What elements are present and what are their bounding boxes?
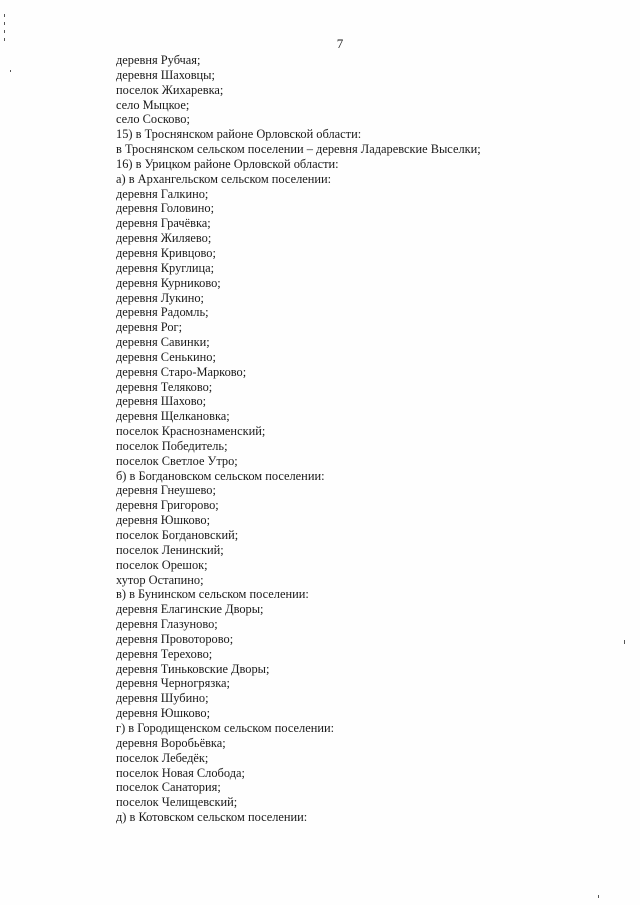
- text-line: деревня Кривцово;: [116, 245, 216, 260]
- text-line: поселок Светлое Утро;: [116, 453, 238, 468]
- text-line: хутор Остапино;: [116, 572, 204, 587]
- text-line: поселок Ленинский;: [116, 542, 224, 557]
- text-line: поселок Новая Слобода;: [116, 765, 245, 780]
- text-line: 16) в Урицком районе Орловской области:: [116, 156, 339, 171]
- text-line: деревня Рубчая;: [116, 53, 201, 67]
- text-line: деревня Гнеушево;: [116, 483, 216, 498]
- text-line: деревня Глазуново;: [116, 617, 218, 632]
- text-line: деревня Жиляево;: [116, 231, 212, 246]
- text-line: г) в Городищенском сельском поселении:: [116, 720, 335, 735]
- text-line: деревня Теляково;: [116, 379, 213, 394]
- text-line: деревня Шаховцы;: [116, 67, 215, 82]
- text-line: деревня Лукино;: [116, 290, 204, 305]
- text-line: 15) в Троснянском районе Орловской области:: [116, 127, 362, 142]
- text-line: д) в Котовском сельском поселении:: [116, 810, 308, 825]
- text-line: деревня Савинки;: [116, 335, 210, 350]
- document-body: [116, 53, 616, 825]
- text-line: поселок Орешок;: [116, 557, 208, 572]
- scan-artifact: [4, 22, 5, 25]
- scan-artifact: [598, 895, 599, 898]
- scan-artifact: [4, 30, 5, 33]
- text-line: деревня Шахово;: [116, 394, 207, 409]
- text-line: поселок Краснознаменский;: [116, 424, 266, 439]
- text-line: деревня Григорово;: [116, 498, 219, 513]
- text-line: деревня Юшково;: [116, 706, 211, 721]
- text-line: деревня Черногрязка;: [116, 676, 230, 691]
- text-line: деревня Старо-Марково;: [116, 364, 247, 379]
- text-line: деревня Радомль;: [116, 305, 209, 320]
- text-line: поселок Богдановский;: [116, 528, 239, 542]
- text-line: деревня Воробьёвка;: [116, 735, 226, 750]
- text-line: поселок Жихаревка;: [116, 82, 224, 97]
- text-line: деревня Тиньковские Дворы;: [116, 661, 270, 676]
- text-line: деревня Терехово;: [116, 646, 213, 661]
- text-line: деревня Шубино;: [116, 691, 209, 706]
- text-line: село Мыцкое;: [116, 97, 190, 112]
- text-line: а) в Архангельском сельском поселении:: [116, 171, 332, 186]
- text-line: деревня Грачёвка;: [116, 216, 211, 231]
- text-line: деревня Щелкановка;: [116, 409, 230, 424]
- text-line: поселок Челищевский;: [116, 795, 238, 810]
- text-line: деревня Головино;: [116, 201, 215, 216]
- text-line: село Сосково;: [116, 112, 190, 127]
- scan-artifact: [10, 70, 11, 72]
- text-line: деревня Круглица;: [116, 260, 215, 275]
- text-line: поселок Санатория;: [116, 780, 221, 795]
- text-line: деревня Курниково;: [116, 275, 221, 290]
- page-number: 7: [336, 36, 344, 51]
- text-line: деревня Елагинские Дворы;: [116, 602, 264, 617]
- text-line: б) в Богдановском сельском поселении:: [116, 468, 325, 483]
- text-line: поселок Победитель;: [116, 438, 228, 453]
- scan-artifact: [4, 14, 5, 17]
- text-line: поселок Лебедёк;: [116, 750, 209, 765]
- text-line: деревня Сенькино;: [116, 349, 216, 364]
- text-line: деревня Юшково;: [116, 513, 211, 528]
- text-line: деревня Провоторово;: [116, 631, 234, 646]
- text-line: в Троснянском сельском поселении – деревня Ладаревские Выселки;: [116, 142, 481, 157]
- text-line: деревня Галкино;: [116, 186, 209, 201]
- text-line: деревня Рог;: [116, 320, 183, 335]
- text-line: в) в Бунинском сельском поселении:: [116, 587, 309, 602]
- scan-artifact: [624, 640, 625, 644]
